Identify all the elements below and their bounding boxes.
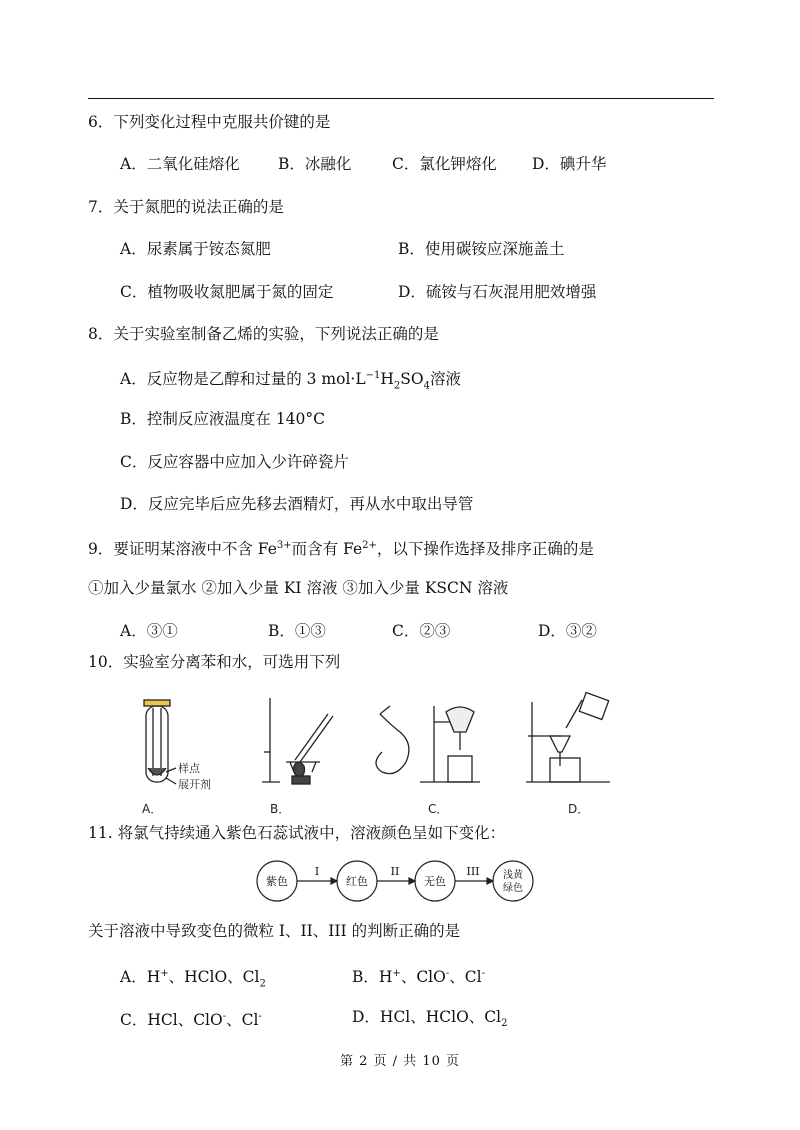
figure-d-label: D． <box>568 802 590 816</box>
q11-option-c: C．HCl、ClO-、Cl- <box>120 1011 262 1030</box>
q11-option-d: D．HCl、HClO、$Cl_2$ <box>352 1008 508 1030</box>
q6-stem: 6．下列变化过程中克服共价键的是 <box>88 113 331 131</box>
flow-node-red-label: 红色 <box>346 875 368 888</box>
q11-color-change-flow <box>255 853 545 909</box>
flow-arrow-1-label: I <box>314 865 320 878</box>
flow-arrow-3-label: III <box>466 865 480 878</box>
flow-node-yellow-label: 浅黄 <box>503 870 523 881</box>
q8-option-d: D．反应完毕后应先移去酒精灯，再从水中取出导管 <box>120 495 474 513</box>
flow-node-green-label: 绿色 <box>503 883 523 894</box>
q6-option-c: C．氯化钾熔化 <box>392 155 497 173</box>
figure-c-label: C． <box>428 802 449 816</box>
figure-a-spot-label: 样点 <box>178 762 200 775</box>
q8-option-b: B．控制反应液温度在 140°C <box>120 410 326 428</box>
q11-question: 关于溶液中导致变色的微粒 I、II、III 的判断正确的是 <box>88 922 461 940</box>
q11-option-a: A．H+、HClO、$Cl_2$ <box>120 968 266 990</box>
top-rule <box>88 98 714 99</box>
figure-a-solvent-label: 展开剂 <box>178 778 211 791</box>
q9-option-d: D．③② <box>538 622 597 640</box>
q10-stem: 10．实验室分离苯和水，可选用下列 <box>88 653 341 671</box>
q8-option-a: A．反应物是乙醇和过量的 3 $mol\cdot L^{-1}H_2SO_4$溶液 <box>120 370 461 392</box>
flow-node-yellow-green <box>493 861 533 901</box>
q9-option-b: B．①③ <box>268 622 326 640</box>
flow-node-purple-label: 紫色 <box>266 875 288 888</box>
q9-operations: ①加入少量氯水 ②加入少量 KI 溶液 ③加入少量 KSCN 溶液 <box>88 579 509 597</box>
q8-option-c: C．反应容器中应加入少许碎瓷片 <box>120 453 349 471</box>
figure-a-chromatography-tube <box>142 700 211 816</box>
q7-option-d: D．硫铵与石灰混用肥效增强 <box>398 283 597 301</box>
q10-apparatus-figures <box>130 692 620 818</box>
q6-option-d: D．碘升华 <box>532 155 607 173</box>
figure-c-separatory-funnel <box>376 706 480 816</box>
figure-a-label: A． <box>142 802 163 816</box>
flow-arrow-2-label: II <box>390 865 400 878</box>
q7-option-b: B．使用碳铵应深施盖土 <box>398 240 565 258</box>
q7-option-c: C．植物吸收氮肥属于氮的固定 <box>120 283 334 301</box>
q9-option-c: C．②③ <box>392 622 451 640</box>
figure-b-heating-setup <box>262 698 333 816</box>
q6-option-a: A．二氧化硅熔化 <box>120 155 240 173</box>
flow-node-colorless-label: 无色 <box>424 875 446 888</box>
q11-stem: 11. 将氯气持续通入紫色石蕊试液中，溶液颜色呈如下变化： <box>88 824 506 842</box>
figure-d-filtration <box>526 692 610 816</box>
page-footer: 第 2 页 / 共 10 页 <box>340 1054 460 1069</box>
q6-option-b: B．冰融化 <box>278 155 352 173</box>
q7-option-a: A．尿素属于铵态氮肥 <box>120 240 271 258</box>
figure-b-label: B． <box>270 802 291 816</box>
q9-stem: 9．要证明某溶液中不含 $Fe^{3+}$而含有 $Fe^{2+}$，以下操作选择及排序正确的是 <box>88 540 594 559</box>
q8-stem: 8．关于实验室制备乙烯的实验，下列说法正确的是 <box>88 325 439 343</box>
q7-stem: 7．关于氮肥的说法正确的是 <box>88 198 284 216</box>
q11-option-b: B．H+、ClO-、Cl- <box>352 968 485 987</box>
q9-option-a: A．③① <box>120 622 178 640</box>
